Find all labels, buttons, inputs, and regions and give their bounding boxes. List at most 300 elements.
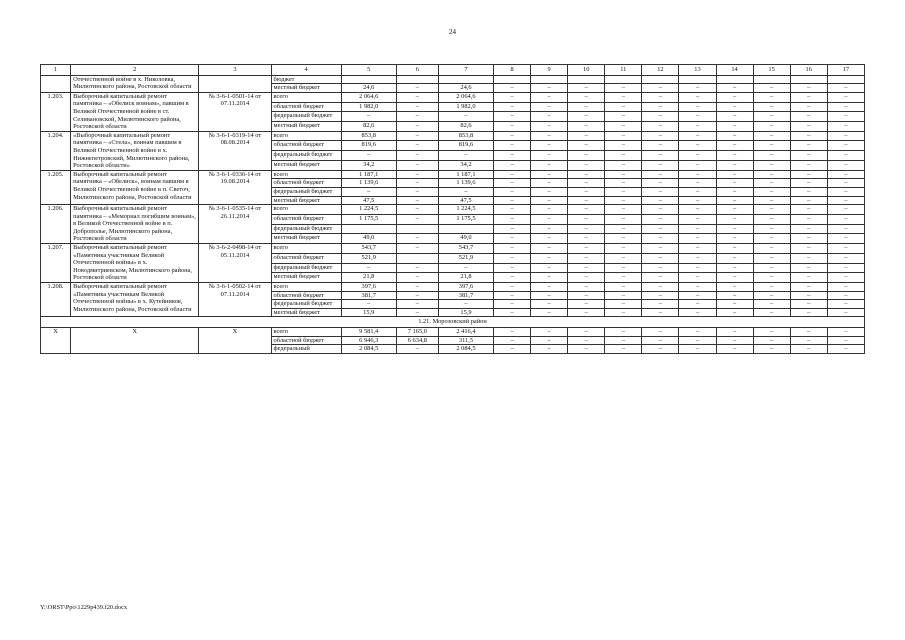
page-number: 24 bbox=[449, 28, 456, 36]
value-empty: – bbox=[716, 170, 753, 179]
value-total: 819,6 bbox=[341, 141, 396, 151]
value-empty: – bbox=[716, 151, 753, 161]
value-empty: – bbox=[642, 92, 679, 102]
value-empty bbox=[827, 75, 864, 84]
funding-source: местный бюджет bbox=[271, 84, 341, 93]
value-empty: – bbox=[753, 205, 790, 215]
value-empty: – bbox=[494, 300, 531, 309]
value-empty: – bbox=[605, 112, 642, 122]
value-total: 1 982,0 bbox=[341, 102, 396, 112]
value-empty: – bbox=[642, 283, 679, 292]
value-empty: – bbox=[716, 328, 753, 337]
value-empty: – bbox=[531, 300, 568, 309]
value-empty: – bbox=[494, 141, 531, 151]
value-empty: – bbox=[568, 328, 605, 337]
value-empty: – bbox=[753, 151, 790, 161]
value-empty: – bbox=[753, 92, 790, 102]
column-number: 5 bbox=[341, 65, 396, 76]
value-empty: – bbox=[679, 205, 716, 215]
value-col7: 853,8 bbox=[438, 131, 493, 141]
value-empty: – bbox=[531, 141, 568, 151]
value-empty: – bbox=[679, 112, 716, 122]
value-empty: – bbox=[679, 196, 716, 205]
value-empty: – bbox=[790, 244, 827, 254]
value-empty: – bbox=[716, 244, 753, 254]
value-empty: – bbox=[790, 187, 827, 196]
summary-marker: Х bbox=[71, 328, 199, 354]
value-total: 21,8 bbox=[341, 273, 396, 283]
value-empty: – bbox=[494, 336, 531, 345]
value-empty: – bbox=[531, 151, 568, 161]
table-row bbox=[41, 92, 865, 102]
value-total bbox=[341, 224, 396, 234]
value-empty: – bbox=[679, 234, 716, 244]
value-total: 543,7 bbox=[341, 244, 396, 254]
value-empty: – bbox=[642, 170, 679, 179]
value-col6: 7 165,0 bbox=[396, 328, 438, 337]
value-empty: – bbox=[605, 244, 642, 254]
value-empty: – bbox=[716, 196, 753, 205]
value-empty: – bbox=[605, 187, 642, 196]
column-number: 3 bbox=[199, 65, 271, 76]
value-empty: – bbox=[605, 196, 642, 205]
value-col6: – bbox=[396, 112, 438, 122]
value-empty: – bbox=[531, 160, 568, 170]
value-empty bbox=[716, 75, 753, 84]
value-col7: 2 084,5 bbox=[438, 345, 493, 354]
value-empty: – bbox=[642, 328, 679, 337]
value-empty: – bbox=[531, 170, 568, 179]
value-empty: – bbox=[494, 84, 531, 93]
table-row bbox=[41, 205, 865, 215]
value-empty: – bbox=[790, 291, 827, 300]
value-empty: – bbox=[753, 131, 790, 141]
summary-marker: Х bbox=[41, 328, 71, 354]
value-col6: – bbox=[396, 345, 438, 354]
value-empty: – bbox=[716, 300, 753, 309]
value-col7: 21,8 bbox=[438, 273, 493, 283]
value-empty: – bbox=[605, 170, 642, 179]
value-empty: – bbox=[568, 253, 605, 263]
value-empty: – bbox=[753, 244, 790, 254]
value-empty: – bbox=[642, 131, 679, 141]
value-total: 6 946,3 bbox=[341, 336, 396, 345]
value-col6: – bbox=[396, 273, 438, 283]
funding-source: федеральный бюджет bbox=[271, 151, 341, 161]
value-empty: – bbox=[605, 205, 642, 215]
value-empty: – bbox=[531, 283, 568, 292]
value-empty: – bbox=[827, 273, 864, 283]
value-total: 34,2 bbox=[341, 160, 396, 170]
value-col7: 49,0 bbox=[438, 234, 493, 244]
funding-source: местный бюджет bbox=[271, 273, 341, 283]
value-empty: – bbox=[531, 336, 568, 345]
value-empty: – bbox=[531, 253, 568, 263]
item-number: 1.204. bbox=[41, 131, 71, 170]
column-number: 1 bbox=[41, 65, 71, 76]
value-empty: – bbox=[827, 244, 864, 254]
column-number: 12 bbox=[642, 65, 679, 76]
value-empty: – bbox=[790, 253, 827, 263]
value-empty: – bbox=[790, 151, 827, 161]
value-col7: 47,5 bbox=[438, 196, 493, 205]
value-col6: – bbox=[396, 179, 438, 188]
value-empty: – bbox=[790, 283, 827, 292]
value-empty: – bbox=[568, 170, 605, 179]
value-empty: – bbox=[642, 179, 679, 188]
value-empty: – bbox=[679, 151, 716, 161]
value-empty: – bbox=[716, 234, 753, 244]
value-empty: – bbox=[494, 131, 531, 141]
value-col7: 15,9 bbox=[438, 308, 493, 317]
value-total: – bbox=[341, 112, 396, 122]
value-empty: – bbox=[568, 141, 605, 151]
value-col7: 2 416,4 bbox=[438, 328, 493, 337]
file-path-footer: Y:\ORST\Ppo\1229p439.f20.docx bbox=[40, 604, 128, 611]
value-empty: – bbox=[568, 273, 605, 283]
value-empty bbox=[531, 75, 568, 84]
value-empty: – bbox=[531, 187, 568, 196]
table-row bbox=[41, 283, 865, 292]
value-empty: – bbox=[790, 170, 827, 179]
value-empty bbox=[341, 75, 396, 84]
value-total: 397,6 bbox=[341, 283, 396, 292]
value-empty: – bbox=[494, 273, 531, 283]
value-empty: – bbox=[605, 300, 642, 309]
value-col7: 82,6 bbox=[438, 121, 493, 131]
value-empty: – bbox=[531, 291, 568, 300]
column-number: 10 bbox=[568, 65, 605, 76]
value-empty: – bbox=[605, 345, 642, 354]
value-empty: – bbox=[753, 300, 790, 309]
value-empty: – bbox=[827, 214, 864, 224]
value-empty: – bbox=[679, 300, 716, 309]
value-col6: – bbox=[396, 121, 438, 131]
value-col6: – bbox=[396, 214, 438, 224]
value-empty: – bbox=[605, 273, 642, 283]
value-empty: – bbox=[568, 244, 605, 254]
value-empty: – bbox=[605, 336, 642, 345]
value-empty: – bbox=[494, 291, 531, 300]
value-empty: – bbox=[753, 308, 790, 317]
funding-source: всего bbox=[271, 131, 341, 141]
value-empty: – bbox=[679, 102, 716, 112]
value-empty: – bbox=[827, 121, 864, 131]
value-col7: 24,6 bbox=[438, 84, 493, 93]
value-empty: – bbox=[790, 196, 827, 205]
value-empty bbox=[494, 75, 531, 84]
value-empty: – bbox=[827, 263, 864, 273]
value-empty: – bbox=[716, 308, 753, 317]
value-col6: – bbox=[396, 263, 438, 273]
value-empty: – bbox=[790, 131, 827, 141]
value-total: 1 139,6 bbox=[341, 179, 396, 188]
value-empty: – bbox=[494, 179, 531, 188]
value-empty: – bbox=[494, 112, 531, 122]
value-empty: – bbox=[531, 224, 568, 234]
value-empty: – bbox=[494, 187, 531, 196]
value-empty: – bbox=[642, 160, 679, 170]
value-empty: – bbox=[605, 308, 642, 317]
value-empty: – bbox=[568, 345, 605, 354]
value-empty: – bbox=[790, 336, 827, 345]
value-empty: – bbox=[753, 214, 790, 224]
value-total: – bbox=[341, 300, 396, 309]
value-empty: – bbox=[494, 214, 531, 224]
funding-source: областной бюджет bbox=[271, 336, 341, 345]
value-empty: – bbox=[827, 300, 864, 309]
value-empty bbox=[396, 75, 438, 84]
value-empty: – bbox=[679, 253, 716, 263]
value-empty: – bbox=[679, 273, 716, 283]
value-empty: – bbox=[605, 253, 642, 263]
value-empty: – bbox=[494, 308, 531, 317]
value-empty: – bbox=[679, 187, 716, 196]
value-col6: – bbox=[396, 187, 438, 196]
value-empty: – bbox=[568, 179, 605, 188]
value-empty: – bbox=[605, 234, 642, 244]
value-empty: – bbox=[790, 121, 827, 131]
value-empty: – bbox=[531, 112, 568, 122]
value-empty: – bbox=[716, 160, 753, 170]
value-empty: – bbox=[827, 141, 864, 151]
value-empty: – bbox=[642, 102, 679, 112]
value-empty: – bbox=[827, 196, 864, 205]
value-empty: – bbox=[753, 102, 790, 112]
item-number: 1.205. bbox=[41, 170, 71, 204]
column-number: 7 bbox=[438, 65, 493, 76]
value-empty: – bbox=[605, 179, 642, 188]
column-number: 17 bbox=[827, 65, 864, 76]
funding-source: областной бюджет bbox=[271, 102, 341, 112]
value-empty: – bbox=[716, 253, 753, 263]
value-empty: – bbox=[494, 234, 531, 244]
value-total: 9 581,4 bbox=[341, 328, 396, 337]
value-empty: – bbox=[605, 151, 642, 161]
value-empty: – bbox=[568, 92, 605, 102]
value-empty: – bbox=[642, 263, 679, 273]
value-empty: – bbox=[531, 273, 568, 283]
value-empty: – bbox=[531, 84, 568, 93]
funding-source: бюджет bbox=[271, 75, 341, 84]
value-col6: – bbox=[396, 291, 438, 300]
funding-source: всего bbox=[271, 170, 341, 179]
table-row bbox=[41, 244, 865, 254]
value-col7: 397,6 bbox=[438, 283, 493, 292]
value-empty: – bbox=[494, 244, 531, 254]
value-empty: – bbox=[642, 205, 679, 215]
value-empty: – bbox=[531, 121, 568, 131]
object-name: Выборочный капитальный ремонт памятника – «Обелиск», воинам павшим в Великой Отечественной войне в п. Светоч, Милютинского района, Ростовской области bbox=[71, 170, 199, 204]
value-empty: – bbox=[531, 179, 568, 188]
value-empty: – bbox=[827, 84, 864, 93]
value-empty: – bbox=[531, 234, 568, 244]
value-empty: – bbox=[790, 84, 827, 93]
value-col7: 2 064,6 bbox=[438, 92, 493, 102]
document-ref: № 3-6-1-0535-14 от 26.11.2014 bbox=[199, 205, 271, 244]
value-empty: – bbox=[642, 84, 679, 93]
value-col7: 311,5 bbox=[438, 336, 493, 345]
value-empty: – bbox=[679, 214, 716, 224]
document-ref: № 3-6-2-0498-14 от 05.11.2014 bbox=[199, 244, 271, 283]
value-empty: – bbox=[790, 92, 827, 102]
value-empty: – bbox=[494, 283, 531, 292]
value-empty: – bbox=[642, 345, 679, 354]
value-empty: – bbox=[605, 328, 642, 337]
value-empty: – bbox=[716, 345, 753, 354]
value-col6: – bbox=[396, 196, 438, 205]
item-number bbox=[41, 75, 71, 92]
value-total: 381,7 bbox=[341, 291, 396, 300]
value-col6: – bbox=[396, 151, 438, 161]
value-empty: – bbox=[531, 131, 568, 141]
value-empty: – bbox=[790, 234, 827, 244]
value-empty: – bbox=[790, 345, 827, 354]
budget-table bbox=[40, 64, 865, 354]
value-empty: – bbox=[531, 196, 568, 205]
value-empty: – bbox=[494, 196, 531, 205]
value-empty: – bbox=[679, 345, 716, 354]
value-empty: – bbox=[753, 84, 790, 93]
funding-source: федеральный бюджет bbox=[271, 224, 341, 234]
table-row bbox=[41, 328, 865, 337]
value-empty: – bbox=[605, 214, 642, 224]
value-empty: – bbox=[753, 273, 790, 283]
value-col6: – bbox=[396, 170, 438, 179]
value-empty: – bbox=[753, 234, 790, 244]
value-empty: – bbox=[827, 179, 864, 188]
value-empty: – bbox=[753, 160, 790, 170]
funding-source: федеральный бюджет bbox=[271, 263, 341, 273]
table-row bbox=[41, 170, 865, 179]
value-empty: – bbox=[679, 291, 716, 300]
value-empty: – bbox=[679, 308, 716, 317]
value-empty: – bbox=[568, 102, 605, 112]
value-empty: – bbox=[790, 160, 827, 170]
value-empty: – bbox=[716, 84, 753, 93]
column-number: 2 bbox=[71, 65, 199, 76]
value-empty bbox=[568, 75, 605, 84]
value-empty: – bbox=[827, 92, 864, 102]
value-empty: – bbox=[790, 308, 827, 317]
value-col6: – bbox=[396, 244, 438, 254]
value-total: 82,6 bbox=[341, 121, 396, 131]
value-empty: – bbox=[790, 141, 827, 151]
funding-source: местный бюджет bbox=[271, 234, 341, 244]
value-empty: – bbox=[827, 345, 864, 354]
value-empty: – bbox=[827, 151, 864, 161]
value-empty: – bbox=[716, 131, 753, 141]
value-empty: – bbox=[790, 224, 827, 234]
value-empty: – bbox=[790, 205, 827, 215]
value-empty: – bbox=[679, 263, 716, 273]
value-col7: – bbox=[438, 300, 493, 309]
value-empty: – bbox=[494, 263, 531, 273]
value-empty: – bbox=[568, 187, 605, 196]
value-empty: – bbox=[790, 273, 827, 283]
value-empty: – bbox=[827, 336, 864, 345]
document-ref: № 3-6-1-0501-14 от 07.11.2014 bbox=[199, 92, 271, 131]
value-empty: – bbox=[716, 336, 753, 345]
value-empty: – bbox=[605, 102, 642, 112]
funding-source: местный бюджет bbox=[271, 160, 341, 170]
value-empty: – bbox=[568, 291, 605, 300]
value-col6: – bbox=[396, 84, 438, 93]
value-empty: – bbox=[531, 102, 568, 112]
value-empty: – bbox=[679, 179, 716, 188]
value-total: 47,5 bbox=[341, 196, 396, 205]
value-empty: – bbox=[494, 170, 531, 179]
value-empty: – bbox=[790, 179, 827, 188]
value-total: – bbox=[341, 187, 396, 196]
value-empty: – bbox=[716, 224, 753, 234]
funding-source: областной бюджет bbox=[271, 214, 341, 224]
value-empty: – bbox=[494, 224, 531, 234]
value-empty: – bbox=[642, 253, 679, 263]
value-empty: – bbox=[716, 263, 753, 273]
column-number: 15 bbox=[753, 65, 790, 76]
value-col6: 6 634,8 bbox=[396, 336, 438, 345]
value-col7: 819,6 bbox=[438, 141, 493, 151]
value-empty: – bbox=[716, 112, 753, 122]
value-empty: – bbox=[494, 121, 531, 131]
value-col7: 1 175,5 bbox=[438, 214, 493, 224]
value-empty: – bbox=[716, 273, 753, 283]
value-empty: – bbox=[642, 244, 679, 254]
value-empty: – bbox=[642, 214, 679, 224]
column-number: 13 bbox=[679, 65, 716, 76]
value-empty: – bbox=[827, 205, 864, 215]
value-col7: – bbox=[438, 263, 493, 273]
value-empty: – bbox=[753, 121, 790, 131]
value-empty: – bbox=[568, 112, 605, 122]
value-empty: – bbox=[679, 170, 716, 179]
value-empty: – bbox=[827, 291, 864, 300]
value-empty: – bbox=[827, 112, 864, 122]
value-empty bbox=[605, 75, 642, 84]
value-empty: – bbox=[753, 253, 790, 263]
column-number: 9 bbox=[531, 65, 568, 76]
value-empty: – bbox=[642, 291, 679, 300]
value-empty: – bbox=[605, 141, 642, 151]
value-empty: – bbox=[827, 170, 864, 179]
column-number: 8 bbox=[494, 65, 531, 76]
value-empty: – bbox=[568, 196, 605, 205]
value-col6: – bbox=[396, 308, 438, 317]
object-name: «Выборочный капитальный ремонт памятника – «Стела», воинам павшим в Великой Отечественной войне в х. Нижнепетровский, Милютинского района, Ростовской области» bbox=[71, 131, 199, 170]
value-empty: – bbox=[827, 187, 864, 196]
value-empty: – bbox=[642, 336, 679, 345]
value-empty: – bbox=[716, 179, 753, 188]
value-empty: – bbox=[753, 291, 790, 300]
value-empty: – bbox=[568, 336, 605, 345]
value-empty: – bbox=[790, 263, 827, 273]
column-number: 16 bbox=[790, 65, 827, 76]
value-empty: – bbox=[790, 214, 827, 224]
value-empty: – bbox=[679, 336, 716, 345]
value-empty: – bbox=[642, 300, 679, 309]
value-empty: – bbox=[605, 131, 642, 141]
value-empty: – bbox=[605, 84, 642, 93]
value-col6 bbox=[396, 253, 438, 263]
value-empty: – bbox=[753, 112, 790, 122]
value-empty: – bbox=[494, 160, 531, 170]
value-total: 1 175,5 bbox=[341, 214, 396, 224]
value-col6 bbox=[396, 224, 438, 234]
item-number: 1.208. bbox=[41, 283, 71, 317]
value-empty: – bbox=[753, 263, 790, 273]
value-total: 2 064,6 bbox=[341, 92, 396, 102]
